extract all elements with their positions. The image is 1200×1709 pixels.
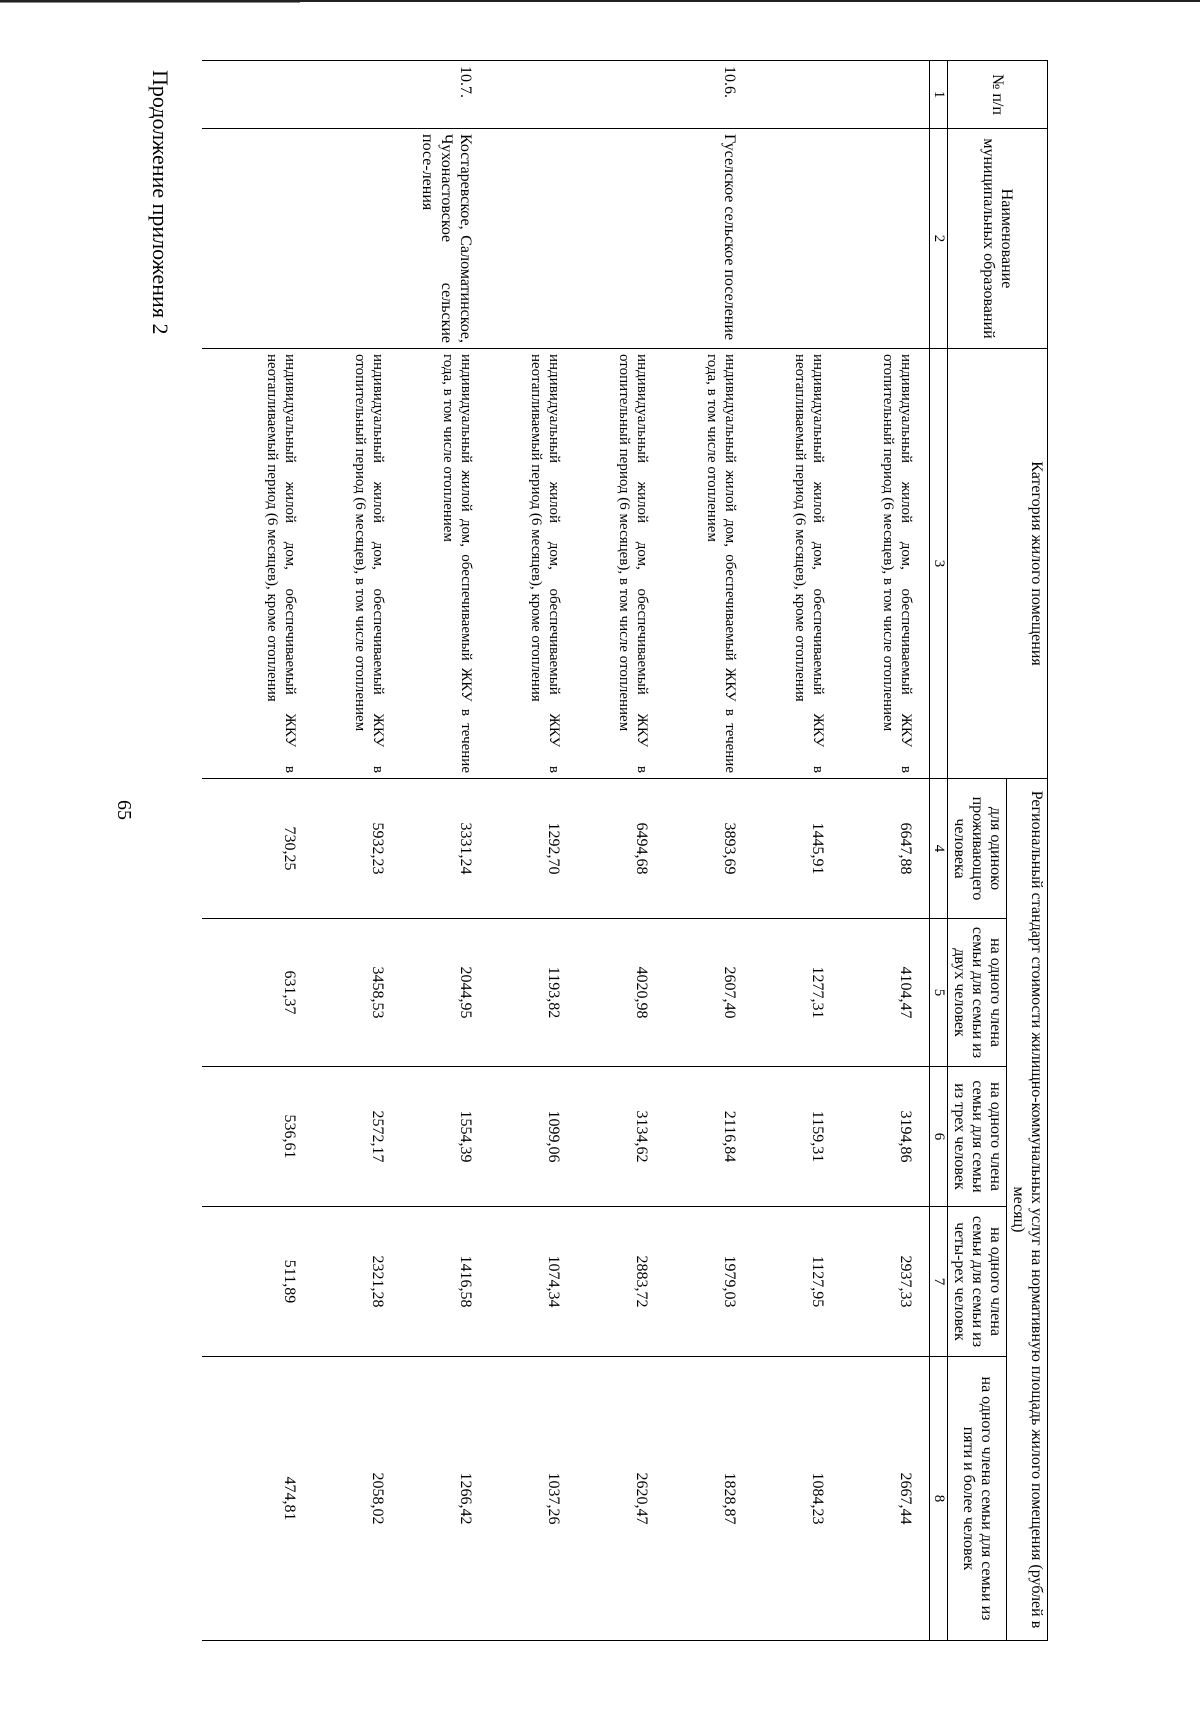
header-municipality: Наименование муниципальных образований xyxy=(948,129,1048,349)
value-four: 2321,28 xyxy=(301,1207,389,1357)
municipality-name xyxy=(565,129,653,349)
table-row xyxy=(301,61,389,1641)
value-five-plus: 1266,42 xyxy=(389,1357,477,1641)
value-single: 730,25 xyxy=(202,779,301,919)
row-number xyxy=(829,61,930,129)
value-two: 2044,95 xyxy=(389,919,477,1067)
housing-category: индивидуальный жилой дом, обеспечиваемый ЖКУ в неотапливаемый период (6 месяцев), кроме отопления xyxy=(477,349,565,779)
municipality-name: Костаревское, Саломатинское, Чухонастовское сельские посе-ления xyxy=(389,129,477,349)
value-five-plus: 2058,02 xyxy=(301,1357,389,1641)
column-index: 1 xyxy=(930,61,948,129)
value-three: 1159,31 xyxy=(741,1067,829,1207)
column-index: 2 xyxy=(930,129,948,349)
value-single: 1445,91 xyxy=(741,779,829,919)
value-two: 3458,53 xyxy=(301,919,389,1067)
municipality-name xyxy=(202,129,301,349)
value-three: 536,61 xyxy=(202,1067,301,1207)
page-number: 65 xyxy=(113,800,135,820)
housing-category: индивидуальный жилой дом, обеспечиваемый ЖКУ в неотапливаемый период (6 месяцев), кроме отопления xyxy=(741,349,829,779)
value-two: 4104,47 xyxy=(829,919,930,1067)
row-number xyxy=(301,61,389,129)
value-four: 1979,03 xyxy=(653,1207,741,1357)
header-number: № п/п xyxy=(948,61,1048,129)
column-index: 6 xyxy=(930,1067,948,1207)
housing-category: индивидуальный жилой дом, обеспечиваемый ЖКУ в неотапливаемый период (6 месяцев), кроме отопления xyxy=(202,349,301,779)
row-number xyxy=(202,61,301,129)
row-number: 10.6. xyxy=(653,61,741,129)
appendix-heading: Продолжение приложения 2 xyxy=(148,70,173,335)
housing-category: индивидуальный жилой дом, обеспечиваемый ЖКУ в течение года, в том числе отоплением xyxy=(389,349,477,779)
column-index: 5 xyxy=(930,919,948,1067)
municipality-name xyxy=(301,129,389,349)
table-row xyxy=(741,61,829,1641)
housing-category: индивидуальный жилой дом, обеспечиваемый ЖКУ в течение года, в том числе отоплением xyxy=(653,349,741,779)
value-two: 4020,98 xyxy=(565,919,653,1067)
value-three: 2116,84 xyxy=(653,1067,741,1207)
header-standard-group: Региональный стандарт стоимости жилищно-коммунальных услуг на нормативную площадь жилого помещения (рублей в месяц) xyxy=(1007,779,1048,1641)
housing-category: индивидуальный жилой дом, обеспечиваемый ЖКУ в отопительный период (6 месяцев), в том числе отоплением xyxy=(565,349,653,779)
header-four-persons: на одного члена семьи для семьи из четы-рех человек xyxy=(948,1207,1007,1357)
table-row xyxy=(829,61,930,1641)
header-two-persons: на одного члена семьи для семьи из двух человек xyxy=(948,919,1007,1067)
tariff-table xyxy=(202,60,1048,1641)
header-three-persons: на одного члена семьи для семьи из трех человек xyxy=(948,1067,1007,1207)
value-five-plus: 2667,44 xyxy=(829,1357,930,1641)
table-row xyxy=(653,61,741,1641)
value-five-plus: 1828,87 xyxy=(653,1357,741,1641)
value-four: 1074,34 xyxy=(477,1207,565,1357)
municipality-name xyxy=(829,129,930,349)
value-three: 3134,62 xyxy=(565,1067,653,1207)
scan-edge-line xyxy=(0,2,300,3)
value-single: 3893,69 xyxy=(653,779,741,919)
table-row xyxy=(477,61,565,1641)
value-four: 511,89 xyxy=(202,1207,301,1357)
value-five-plus: 2620,47 xyxy=(565,1357,653,1641)
value-four: 1416,58 xyxy=(389,1207,477,1357)
value-single: 3331,24 xyxy=(389,779,477,919)
value-single: 1292,70 xyxy=(477,779,565,919)
table-row xyxy=(389,61,477,1641)
value-four: 2883,72 xyxy=(565,1207,653,1357)
header-category: Категория жилого помещения xyxy=(948,349,1048,779)
header-five-plus-persons: на одного члена семьи для семьи из пяти и более человек xyxy=(948,1357,1007,1641)
housing-category: индивидуальный жилой дом, обеспечиваемый ЖКУ в отопительный период (6 месяцев), в том числе отоплением xyxy=(301,349,389,779)
municipality-name xyxy=(741,129,829,349)
column-index: 7 xyxy=(930,1207,948,1357)
value-four: 2937,33 xyxy=(829,1207,930,1357)
row-number xyxy=(477,61,565,129)
value-single: 6647,88 xyxy=(829,779,930,919)
column-index: 4 xyxy=(930,779,948,919)
value-three: 3194,86 xyxy=(829,1067,930,1207)
value-two: 2607,40 xyxy=(653,919,741,1067)
value-two: 631,37 xyxy=(202,919,301,1067)
value-two: 1277,31 xyxy=(741,919,829,1067)
municipality-name xyxy=(477,129,565,349)
value-single: 5932,23 xyxy=(301,779,389,919)
value-three: 1099,06 xyxy=(477,1067,565,1207)
value-single: 6494,68 xyxy=(565,779,653,919)
row-number xyxy=(565,61,653,129)
column-index-row xyxy=(930,61,948,1641)
header-single: для одиноко проживающего человека xyxy=(948,779,1007,919)
column-index: 3 xyxy=(930,349,948,779)
column-index: 8 xyxy=(930,1357,948,1641)
table-row xyxy=(565,61,653,1641)
value-three: 1554,39 xyxy=(389,1067,477,1207)
row-number: 10.7. xyxy=(389,61,477,129)
value-four: 1127,95 xyxy=(741,1207,829,1357)
value-five-plus: 1084,23 xyxy=(741,1357,829,1641)
table-row xyxy=(202,61,301,1641)
value-three: 2572,17 xyxy=(301,1067,389,1207)
municipality-name: Гуселское сельское поселение xyxy=(653,129,741,349)
housing-category: индивидуальный жилой дом, обеспечиваемый ЖКУ в отопительный период (6 месяцев), в том числе отоплением xyxy=(829,349,930,779)
value-two: 1193,82 xyxy=(477,919,565,1067)
value-five-plus: 474,81 xyxy=(202,1357,301,1641)
row-number xyxy=(741,61,829,129)
rotated-document-page xyxy=(173,60,1048,1640)
value-five-plus: 1037,26 xyxy=(477,1357,565,1641)
